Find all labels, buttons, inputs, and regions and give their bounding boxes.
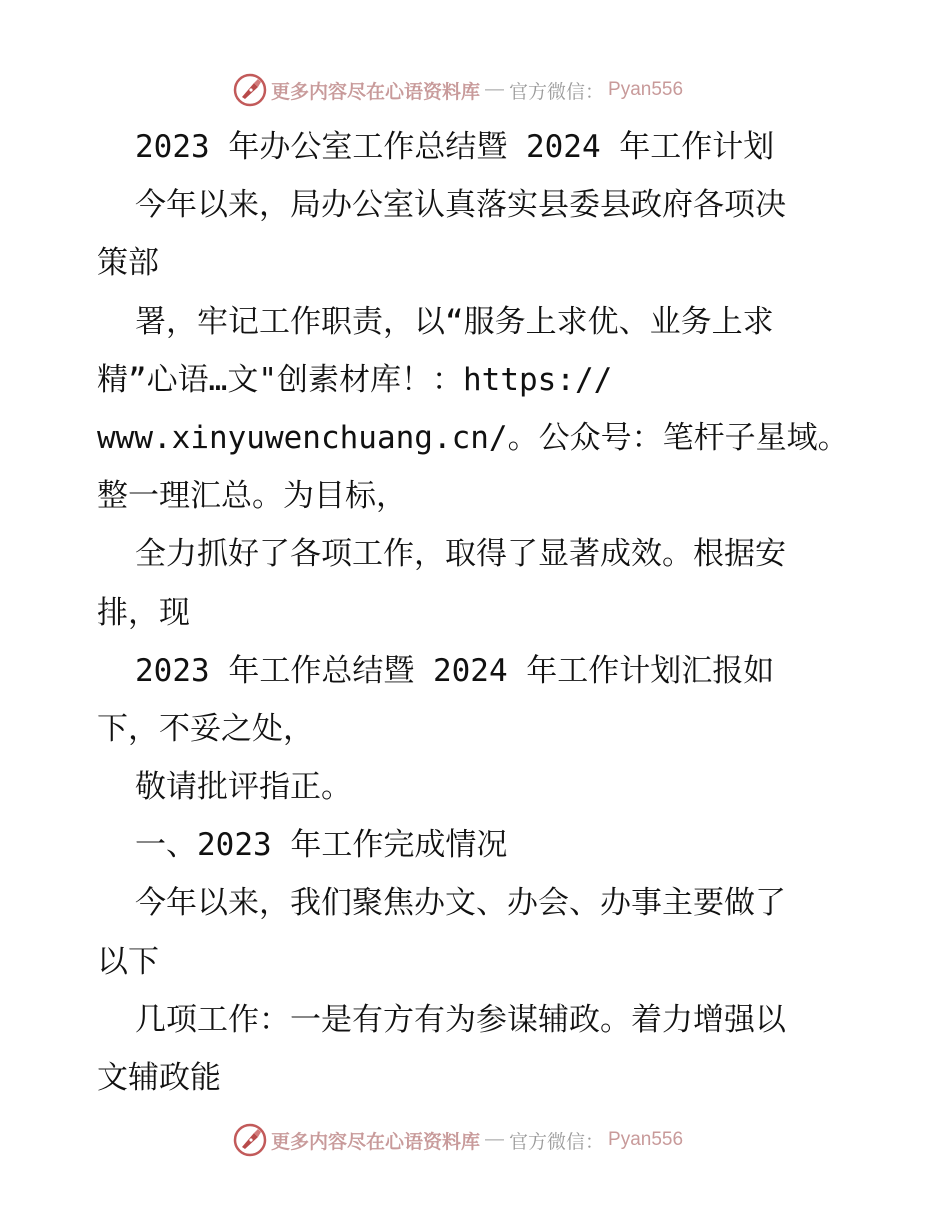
- watermark-wechat-id: Pyan556: [608, 1129, 684, 1150]
- paragraph-line: 策部: [97, 245, 159, 282]
- watermark-wechat-label: 官方微信：: [509, 80, 605, 103]
- paragraph-line: 2023 年工作总结暨 2024 年工作计划汇报如: [135, 652, 775, 689]
- paragraph-line: 敬请批评指正。: [135, 769, 352, 806]
- document-title: 2023 年办公室工作总结暨 2024 年工作计划: [135, 129, 775, 165]
- paragraph-line: 全力抓好了各项工作，取得了显著成效。根据安: [135, 536, 786, 573]
- pen-nib-logo-icon: [233, 73, 267, 107]
- paragraph-line: 今年以来，局办公室认真落实县委县政府各项决: [135, 187, 786, 224]
- watermark-separator: —: [485, 79, 505, 100]
- paragraph-line: 以下: [97, 943, 159, 980]
- paragraph-line: 署，牢记工作职责，以“服务上求优、业务上求: [135, 303, 774, 340]
- paragraph-line: 文辅政能: [97, 1060, 221, 1096]
- paragraph-line: 几项工作：一是有方有为参谋辅政。着力增强以: [135, 1001, 786, 1038]
- watermark-brand-text: 更多内容尽在心语资料库: [271, 1130, 481, 1153]
- paragraph-line: 今年以来，我们聚焦办文、办会、办事主要做了: [135, 885, 786, 922]
- document-body: [97, 118, 857, 1107]
- paragraph-line: 下，不妥之处，: [97, 710, 314, 747]
- section-heading: 一、2023 年工作完成情况: [135, 827, 508, 864]
- watermark-wechat-id: Pyan556: [608, 79, 684, 100]
- watermark-wechat-label: 官方微信：: [509, 1130, 605, 1153]
- paragraph-line: 排，现: [97, 594, 190, 631]
- paragraph-line: 整一理汇总。为目标，: [97, 478, 407, 515]
- header-watermark-banner: [233, 72, 753, 108]
- watermark-brand-text: 更多内容尽在心语资料库: [271, 80, 481, 103]
- paragraph-line: 精”心语…文"创素材库！：https://: [97, 361, 613, 398]
- footer-watermark-banner: [233, 1122, 753, 1158]
- pen-nib-logo-icon: [233, 1123, 267, 1157]
- paragraph-line: www.xinyuwenchuang.cn/。公众号：笔杆子星域。: [97, 419, 849, 456]
- watermark-separator: —: [485, 1129, 505, 1150]
